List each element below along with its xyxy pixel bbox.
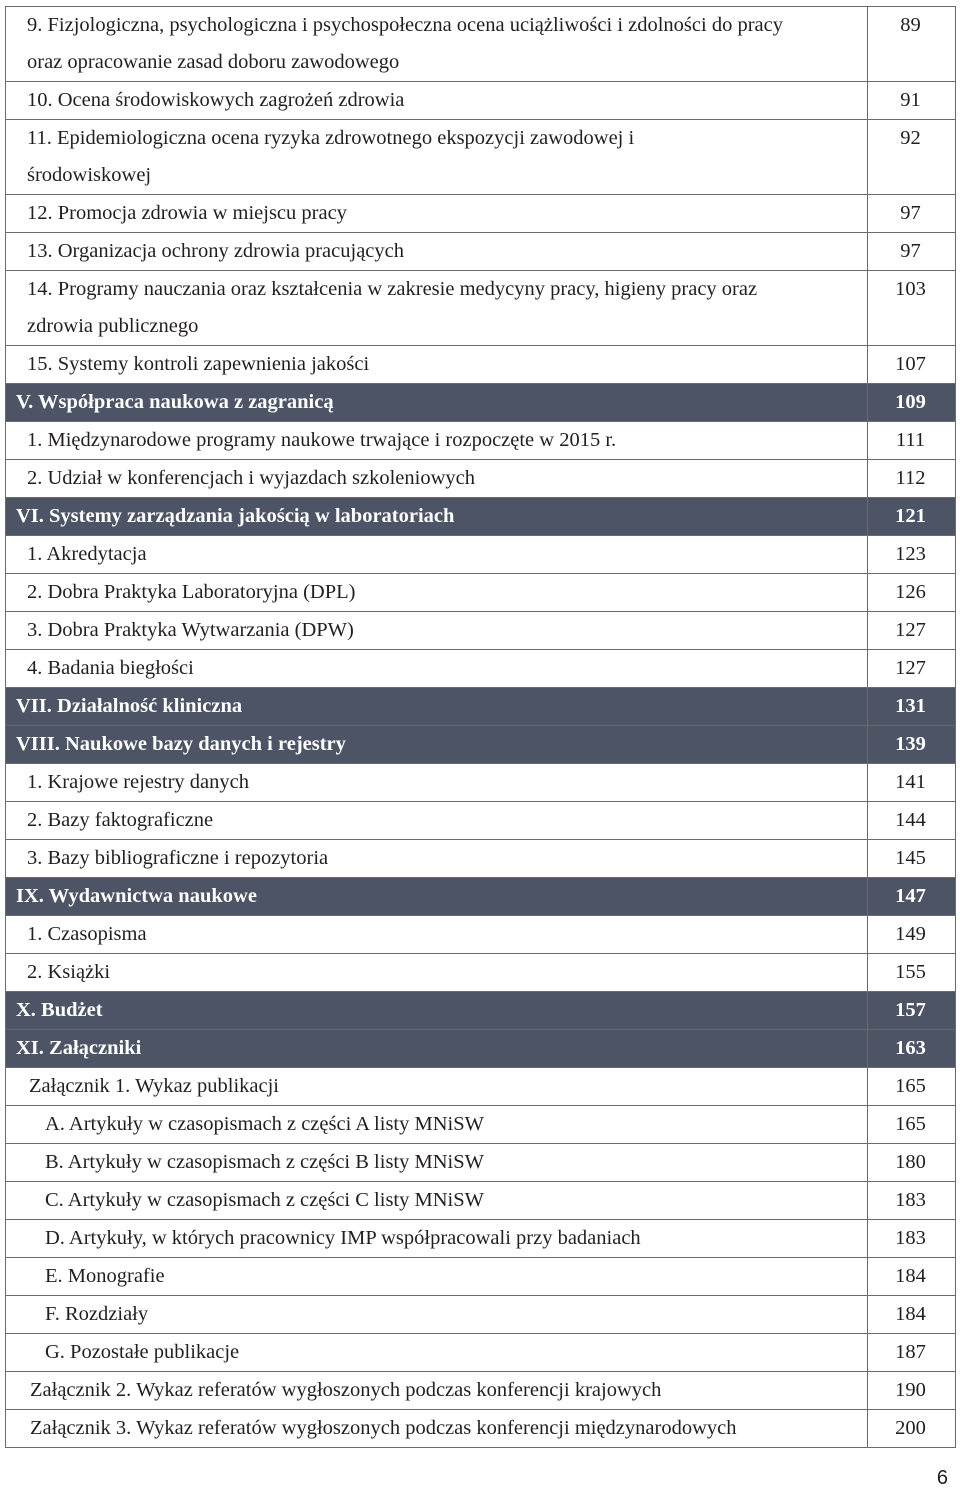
toc-entry-title: F. Rozdziały: [6, 1296, 868, 1334]
toc-entry-page: 147: [868, 878, 956, 916]
toc-entry-title: 10. Ocena środowiskowych zagrożeń zdrowia: [6, 82, 868, 120]
toc-entry-page: 184: [868, 1258, 956, 1296]
toc-row: [6, 271, 956, 346]
toc-row: [6, 1182, 956, 1220]
toc-entry-title: VII. Działalność kliniczna: [6, 688, 868, 726]
toc-row: [6, 1068, 956, 1106]
toc-entry-page: 112: [868, 460, 956, 498]
toc-row: [6, 916, 956, 954]
toc-entry-title: 1. Krajowe rejestry danych: [6, 764, 868, 802]
toc-entry-title: 3. Dobra Praktyka Wytwarzania (DPW): [6, 612, 868, 650]
toc-section-row: [6, 1030, 956, 1068]
toc-row: [6, 536, 956, 574]
toc-entry-title: 4. Badania biegłości: [6, 650, 868, 688]
toc-entry-page: 200: [868, 1410, 956, 1448]
toc-row: [6, 1220, 956, 1258]
page-number: 6: [936, 1467, 948, 1489]
toc-entry-title: XI. Załączniki: [6, 1030, 868, 1068]
toc-row: [6, 233, 956, 271]
toc-row: [6, 195, 956, 233]
toc-row: [6, 1296, 956, 1334]
toc-entry-title: Załącznik 3. Wykaz referatów wygłoszonych podczas konferencji międzynarodowych: [6, 1410, 868, 1448]
toc-entry-title: 2. Udział w konferencjach i wyjazdach szkoleniowych: [6, 460, 868, 498]
toc-entry-page: 103: [868, 271, 956, 346]
toc-entry-title: 3. Bazy bibliograficzne i repozytoria: [6, 840, 868, 878]
toc-row: [6, 120, 956, 195]
toc-row: [6, 1372, 956, 1410]
toc-entry-title: 11. Epidemiologiczna ocena ryzyka zdrowotnego ekspozycji zawodowej i środowiskowej: [6, 120, 868, 195]
toc-entry-title: C. Artykuły w czasopismach z części C listy MNiSW: [6, 1182, 868, 1220]
toc-entry-title: 9. Fizjologiczna, psychologiczna i psychospołeczna ocena uciążliwości i zdolności do pracy oraz opracowanie zasad doboru zawodowego: [6, 7, 868, 82]
toc-entry-title: 12. Promocja zdrowia w miejscu pracy: [6, 195, 868, 233]
toc-entry-title: 2. Książki: [6, 954, 868, 992]
toc-entry-title: V. Współpraca naukowa z zagranicą: [6, 384, 868, 422]
toc-entry-title: X. Budżet: [6, 992, 868, 1030]
toc-row: [6, 1258, 956, 1296]
toc-entry-page: 139: [868, 726, 956, 764]
toc-entry-page: 165: [868, 1068, 956, 1106]
toc-row: [6, 574, 956, 612]
toc-entry-title: E. Monografie: [6, 1258, 868, 1296]
toc-entry-page: 184: [868, 1296, 956, 1334]
toc-row: [6, 612, 956, 650]
toc-entry-title: Załącznik 2. Wykaz referatów wygłoszonych podczas konferencji krajowych: [6, 1372, 868, 1410]
toc-row: [6, 1334, 956, 1372]
toc-entry-page: 121: [868, 498, 956, 536]
toc-section-row: [6, 688, 956, 726]
toc-row: [6, 460, 956, 498]
toc-entry-title: G. Pozostałe publikacje: [6, 1334, 868, 1372]
toc-row: [6, 840, 956, 878]
toc-entry-page: 89: [868, 7, 956, 82]
toc-entry-title: A. Artykuły w czasopismach z części A listy MNiSW: [6, 1106, 868, 1144]
toc-entry-title: VI. Systemy zarządzania jakością w laboratoriach: [6, 498, 868, 536]
toc-entry-page: 109: [868, 384, 956, 422]
toc-entry-title: 14. Programy nauczania oraz kształcenia w zakresie medycyny pracy, higieny pracy oraz zdrowia publicznego: [6, 271, 868, 346]
toc-entry-page: 165: [868, 1106, 956, 1144]
toc-entry-title: 15. Systemy kontroli zapewnienia jakości: [6, 346, 868, 384]
toc-section-row: [6, 878, 956, 916]
toc-entry-page: 187: [868, 1334, 956, 1372]
toc-entry-page: 180: [868, 1144, 956, 1182]
toc-entry-title: 1. Czasopisma: [6, 916, 868, 954]
toc-section-row: [6, 992, 956, 1030]
toc-entry-title: B. Artykuły w czasopismach z części B listy MNiSW: [6, 1144, 868, 1182]
toc-entry-title: IX. Wydawnictwa naukowe: [6, 878, 868, 916]
toc-entry-page: 183: [868, 1220, 956, 1258]
toc-entry-title: 2. Dobra Praktyka Laboratoryjna (DPL): [6, 574, 868, 612]
toc-row: [6, 422, 956, 460]
toc-entry-title: 2. Bazy faktograficzne: [6, 802, 868, 840]
toc-entry-page: 141: [868, 764, 956, 802]
toc-row: [6, 802, 956, 840]
toc-row: [6, 1106, 956, 1144]
toc-entry-title: VIII. Naukowe bazy danych i rejestry: [6, 726, 868, 764]
toc-entry-title: 1. Akredytacja: [6, 536, 868, 574]
toc-entry-title: Załącznik 1. Wykaz publikacji: [6, 1068, 868, 1106]
toc-entry-page: 123: [868, 536, 956, 574]
toc-entry-page: 91: [868, 82, 956, 120]
toc-section-row: [6, 498, 956, 536]
toc-row: [6, 764, 956, 802]
toc-row: [6, 346, 956, 384]
toc-entry-page: 127: [868, 650, 956, 688]
toc-section-row: [6, 726, 956, 764]
toc-entry-page: 127: [868, 612, 956, 650]
toc-entry-page: 131: [868, 688, 956, 726]
toc-entry-page: 126: [868, 574, 956, 612]
toc-entry-page: 155: [868, 954, 956, 992]
toc-entry-page: 144: [868, 802, 956, 840]
toc-entry-page: 149: [868, 916, 956, 954]
toc-row: [6, 650, 956, 688]
toc-entry-page: 97: [868, 195, 956, 233]
toc-entry-page: 111: [868, 422, 956, 460]
toc-entry-page: 145: [868, 840, 956, 878]
toc-entry-page: 163: [868, 1030, 956, 1068]
toc-row: [6, 82, 956, 120]
toc-entry-page: 157: [868, 992, 956, 1030]
toc-entry-page: 183: [868, 1182, 956, 1220]
toc-row: [6, 7, 956, 82]
table-of-contents: [5, 6, 956, 1448]
toc-row: [6, 1410, 956, 1448]
toc-row: [6, 1144, 956, 1182]
toc-entry-page: 92: [868, 120, 956, 195]
toc-entry-page: 190: [868, 1372, 956, 1410]
toc-section-row: [6, 384, 956, 422]
toc-entry-page: 107: [868, 346, 956, 384]
toc-entry-page: 97: [868, 233, 956, 271]
toc-entry-title: D. Artykuły, w których pracownicy IMP współpracowali przy badaniach: [6, 1220, 868, 1258]
toc-entry-title: 13. Organizacja ochrony zdrowia pracujących: [6, 233, 868, 271]
toc-entry-title: 1. Międzynarodowe programy naukowe trwające i rozpoczęte w 2015 r.: [6, 422, 868, 460]
toc-row: [6, 954, 956, 992]
